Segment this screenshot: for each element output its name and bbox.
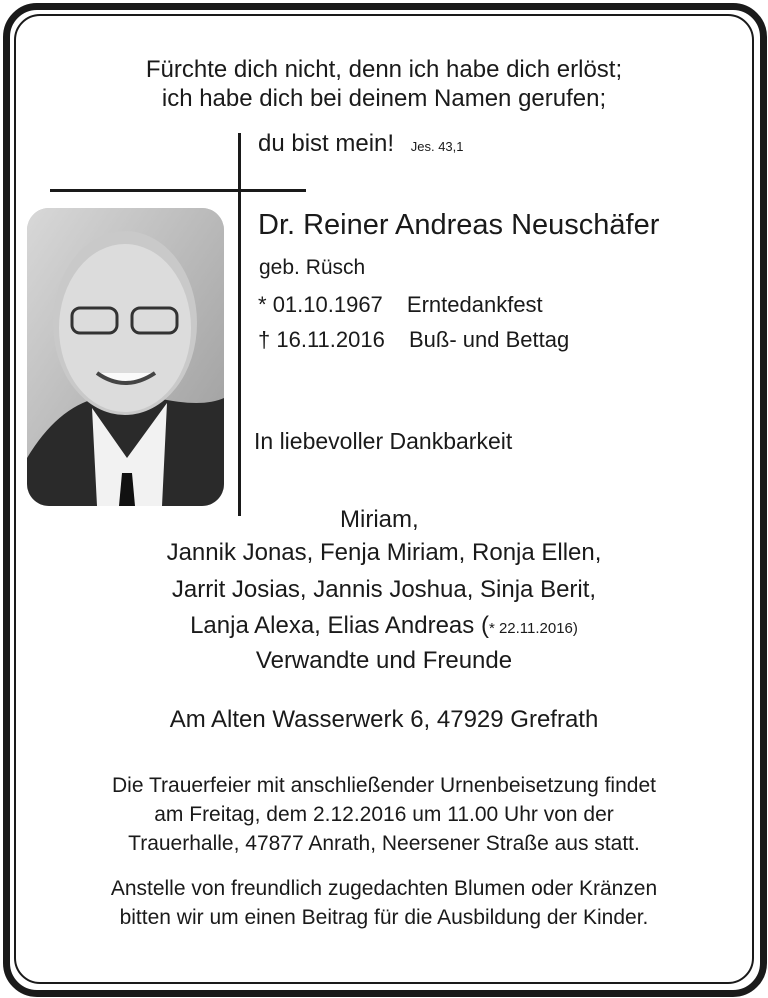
funeral-line-1: Die Trauerfeier mit anschließender Urnenbeisetzung findet <box>112 774 656 797</box>
flowers-line-1: Anstelle von freundlich zugedachten Blumen oder Kränzen <box>110 877 658 900</box>
mourner-line-4-text: Lanja Alexa, Elias Andreas ( <box>190 612 489 639</box>
funeral-line-2: am Freitag, dem 2.12.2016 um 11.00 Uhr von der <box>154 803 614 826</box>
verse-reference: Jes. 43,1 <box>410 139 464 154</box>
verse-line-1: Fürchte dich nicht, denn ich habe dich erlöst; <box>145 56 623 83</box>
birth-note: Erntedankfest <box>406 292 543 317</box>
flowers-line-2: bitten wir um einen Beitrag für die Ausbildung der Kinder. <box>119 906 649 929</box>
deceased-name: Dr. Reiner Andreas Neuschäfer <box>258 209 660 241</box>
birth-line <box>258 292 543 318</box>
portrait-photo <box>27 208 224 506</box>
mourner-line-3: Jarrit Josias, Jannis Joshua, Sinja Berit, <box>171 576 597 603</box>
verse-line-2: ich habe dich bei deinem Namen gerufen; <box>161 85 607 112</box>
relatives-line: Verwandte und Freunde <box>255 647 513 674</box>
birth-name: geb. Rüsch <box>259 256 366 279</box>
birth-symbol: * <box>258 292 267 317</box>
mourner-line-4 <box>0 612 768 640</box>
address: Am Alten Wasserwerk 6, 47929 Grefrath <box>169 706 599 733</box>
funeral-line-3: Trauerhalle, 47877 Anrath, Neersener Straße aus statt. <box>128 832 640 855</box>
mourners-intro: In liebevoller Dankbarkeit <box>254 428 513 454</box>
cross-horizontal <box>50 189 306 192</box>
death-date: 16.11.2016 <box>276 327 385 352</box>
death-symbol: † <box>258 327 271 352</box>
verse-line-3 <box>258 130 464 158</box>
mourner-line-1: Miriam, <box>340 506 419 533</box>
verse-line-3-text: du bist mein! <box>258 130 395 157</box>
death-line <box>258 327 569 353</box>
death-note: Buß- und Bettag <box>408 327 570 352</box>
elias-birth-date: * 22.11.2016) <box>488 620 578 637</box>
birth-date: 01.10.1967 <box>272 292 383 317</box>
mourner-line-2: Jannik Jonas, Fenja Miriam, Ronja Ellen, <box>166 539 602 566</box>
